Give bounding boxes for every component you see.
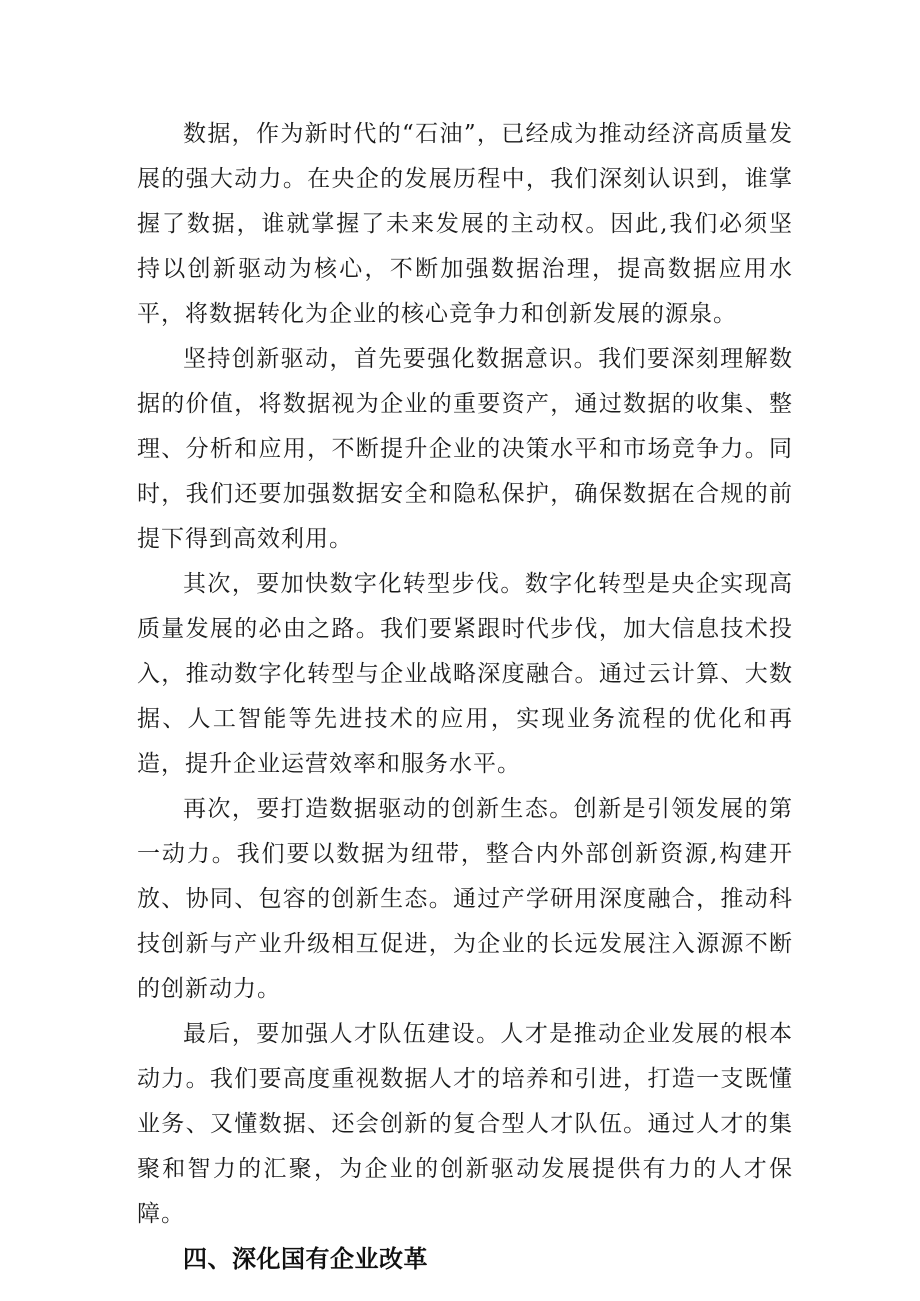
paragraph-digital-transformation: 其次，要加快数字化转型步伐。数字化转型是央企实现高质量发展的必由之路。我们要紧跟时代步伐，加大信息技术投入，推动数字化转型与企业战略深度融合。通过云计算、大数据、人工智能等先进技术的应用，实现业务流程的优化和再造，提升企业运营效率和服务水平。 bbox=[137, 571, 793, 777]
paragraph-data-as-oil: 数据，作为新时代的“石油”，已经成为推动经济高质量发展的强大动力。在央企的发展历程中，我们深刻认识到，谁掌握了数据，谁就掌握了未来发展的主动权。因此,我们必须坚持以创新驱动为核心，不断加强数据治理，提高数据应用水平，将数据转化为企业的核心竞争力和创新发展的源泉。 bbox=[137, 121, 793, 327]
paragraph-data-awareness: 坚持创新驱动，首先要强化数据意识。我们要深刻理解数据的价值，将数据视为企业的重要资产，通过数据的收集、整理、分析和应用，不断提升企业的决策水平和市场竞争力。同时，我们还要加强数据安全和隐私保护，确保数据在合规的前提下得到高效利用。 bbox=[137, 346, 793, 552]
document-body bbox=[137, 112, 793, 1282]
paragraph-innovation-ecosystem: 再次，要打造数据驱动的创新生态。创新是引领发展的第一动力。我们要以数据为纽带，整合内外部创新资源,构建开放、协同、包容的创新生态。通过产学研用深度融合，推动科技创新与产业升级相互促进，为企业的长远发展注入源源不断的创新动力。 bbox=[137, 796, 793, 1002]
paragraph-talent-building: 最后，要加强人才队伍建设。人才是推动企业发展的根本动力。我们要高度重视数据人才的培养和引进，打造一支既懂业务、又懂数据、还会创新的复合型人才队伍。通过人才的集聚和智力的汇聚，为企业的创新驱动发展提供有力的人才保障。 bbox=[137, 1021, 793, 1227]
section-heading: 四、深化国有企业改革 bbox=[183, 1245, 428, 1273]
